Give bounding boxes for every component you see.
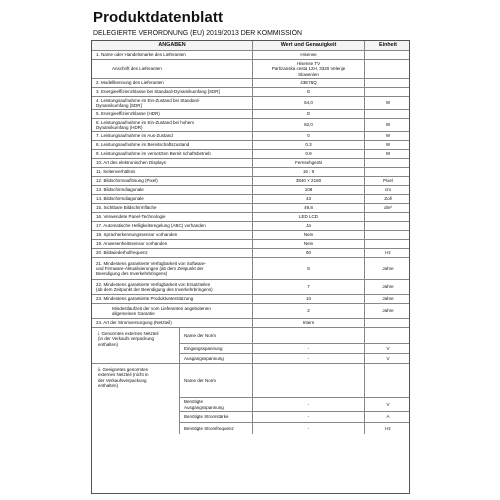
table-row <box>92 304 409 319</box>
table-row <box>92 195 409 204</box>
row-label: 18. Spracherkennungssensor vorhanden <box>92 231 253 239</box>
table-row <box>92 258 409 280</box>
row-value: G <box>253 110 365 118</box>
row-unit <box>365 213 411 221</box>
table-row <box>92 240 409 249</box>
row-unit <box>365 159 411 167</box>
psu-sub-unit <box>365 328 411 343</box>
row-label: 21. Mindestens garantierte Verfügbarkeit von Software- und Firmware-Aktualisierungen (ab dem Zeitpunkt der Beendigung des Inverkehrbringens) <box>92 258 253 279</box>
psu-sub-value: - <box>253 423 365 434</box>
table-row <box>92 150 409 159</box>
row-unit: W <box>385 133 391 139</box>
table-row <box>92 213 409 222</box>
row-unit: Hz <box>385 250 391 256</box>
psu-sub-label: Eingangsspannung <box>180 344 253 353</box>
row-value: LED LCD <box>253 213 365 221</box>
row-unit: cm <box>385 187 391 193</box>
row-label: 3. Energieeffizienzklasse bei Standard-Dynamikumfang [SDR] <box>92 88 253 96</box>
row-value: 0 <box>253 132 365 140</box>
row-unit: W <box>385 151 391 157</box>
row-unit: dm² <box>384 205 392 211</box>
table-row <box>92 280 409 295</box>
sheet-title: Produktdatenblatt <box>93 9 224 26</box>
row-label: 11. Seitenverhältnis <box>92 168 253 176</box>
psu-sub-unit: Hz <box>385 425 391 431</box>
row-unit <box>365 222 411 230</box>
row-value: 108 <box>253 186 365 194</box>
row-unit <box>365 240 411 248</box>
table-row <box>92 168 409 177</box>
row-label: 4. Leistungsaufnahme im Ein-Zustand bei Standard- Dynamikumfang [SDR] <box>92 97 253 109</box>
table-row <box>92 295 409 304</box>
psu-sub-unit: V <box>386 345 390 351</box>
header-einheit: Einheit <box>379 41 397 48</box>
row-value: Intern <box>253 319 365 327</box>
row-value: 0.9 <box>253 150 365 158</box>
psu-sub-label: Name der Norm <box>180 364 253 397</box>
psu-sub-unit <box>365 364 411 397</box>
table-row <box>92 319 409 328</box>
row-label: 20. Bildwiederholfrequenz <box>92 249 253 257</box>
row-value: 8 <box>253 258 365 279</box>
row-value: Nein <box>253 240 365 248</box>
table-row <box>92 51 409 60</box>
row-label: 15. Sichtbare Bildschirmfläche <box>92 204 253 212</box>
row-unit <box>365 60 411 78</box>
row-value: 49,8 <box>253 204 365 212</box>
psu-item-label: ii. Geeignetes genormtes externes Netzteil (nicht in der Verkaufsverpackung enthalten) <box>92 364 180 434</box>
psu-sub-label: Benötigte Ausgangsspannung <box>180 398 253 411</box>
row-label: Anschrift des Lieferanten <box>92 60 253 78</box>
data-table <box>91 40 410 494</box>
psu-sub-value: - <box>253 398 365 411</box>
psu-sub-row <box>180 398 409 412</box>
row-value: Hisense <box>253 51 365 59</box>
psu-sub-row <box>180 328 409 344</box>
table-row <box>92 159 409 168</box>
row-unit <box>365 110 411 118</box>
row-value: 0.3 <box>253 141 365 149</box>
row-value: G <box>253 88 365 96</box>
row-unit <box>365 319 411 327</box>
row-unit: Jahre <box>382 308 394 314</box>
row-label: Mindestlaufzeit der vom Lieferanten angebotenen allgemeinen Garantie <box>92 304 253 318</box>
sheet-subtitle: DELEGIERTE VERORDNUNG (EU) 2019/2013 DER KOMMISSION <box>93 30 302 37</box>
table-row <box>92 141 409 150</box>
psu-sub-unit: V <box>386 356 390 362</box>
row-unit: Jahre <box>382 296 394 302</box>
row-value: 2 <box>253 304 365 318</box>
row-label: 12. Bildschirmauflösung (Pixel) <box>92 177 253 185</box>
table-row <box>92 222 409 231</box>
row-label: 7. Leistungsaufnahme im Aus-Zustand <box>92 132 253 140</box>
row-label: 22. Mindestens garantierte Verfügbarkeit von Ersatzteilen (ab dem Zeitpunkt der Beendigung des Inverkehrbringens) <box>92 280 253 294</box>
row-value: 43E76Q <box>253 79 365 87</box>
row-unit: W <box>385 142 391 148</box>
row-value: Hisense TV Partizanska cesta 12H, 3320 Velenje Slowenien <box>253 60 365 78</box>
table-row <box>92 177 409 186</box>
row-value: 82,0 <box>253 119 365 131</box>
psu-sub-label: Name der Norm <box>180 328 253 343</box>
row-value: 54,0 <box>253 97 365 109</box>
table-row <box>92 79 409 88</box>
row-label: 1. Name oder Handelsmarke des Lieferanten <box>92 51 253 59</box>
row-label: 24. Art der Stromversorgung (Netzteil) <box>92 319 253 327</box>
psu-block <box>92 364 409 434</box>
header-angaben: ANGABEN <box>92 41 253 50</box>
row-label: 6. Leistungsaufnahme im Ein-Zustand bei hohem Dynamikumfang (HDR) <box>92 119 253 131</box>
row-unit: Pixel <box>383 178 393 184</box>
row-value: Nein <box>253 231 365 239</box>
psu-block <box>92 328 409 364</box>
table-row <box>92 204 409 213</box>
row-label: 5. Energieeffizienzklasse (HDR) <box>92 110 253 118</box>
row-value: 7 <box>253 280 365 294</box>
row-value: 60 <box>253 249 365 257</box>
row-unit: Zoll <box>384 196 392 202</box>
psu-sub-value <box>253 328 365 343</box>
product-data-sheet <box>87 0 413 500</box>
table-row <box>92 60 409 79</box>
psu-sub-label: Benötigte Stromfrequenz <box>180 423 253 434</box>
table-row <box>92 231 409 240</box>
psu-sub-row <box>180 412 409 423</box>
psu-sub-value: - <box>253 344 365 353</box>
row-value: 43 <box>253 195 365 203</box>
psu-sub-label: Ausgangsspannung <box>180 354 253 364</box>
row-unit: W <box>385 100 391 106</box>
psu-sub-unit: V <box>386 401 390 407</box>
row-unit: Jahre <box>382 284 394 290</box>
row-label: 10. Art des elektronischen Displays <box>92 159 253 167</box>
psu-sub-row <box>180 423 409 434</box>
table-header-row <box>92 41 409 51</box>
psu-sub-row <box>180 354 409 364</box>
header-wert: Wert und Genauigkeit <box>253 41 365 50</box>
row-label: 19. Anwesenheitssensor vorhanden <box>92 240 253 248</box>
row-label: 13. Bildschirmdiagonale <box>92 186 253 194</box>
row-unit: W <box>385 122 391 128</box>
row-unit <box>365 79 411 87</box>
psu-sub-row <box>180 364 409 398</box>
table-row <box>92 88 409 97</box>
psu-sub-value: - <box>253 412 365 422</box>
row-value: 10 <box>253 295 365 303</box>
table-row <box>92 110 409 119</box>
row-label: 9. Leistungsaufnahme im vernetzten Bereit schaftsbetrieb <box>92 150 253 158</box>
psu-item-label: i. Genormtes externes Netzteil (in der Verkaufs verpackung enthalten) <box>92 328 180 363</box>
psu-sub-value: - <box>253 354 365 364</box>
table-row <box>92 249 409 258</box>
table-row <box>92 132 409 141</box>
row-value: 16 : 9 <box>253 168 365 176</box>
row-unit <box>365 51 411 59</box>
table-row <box>92 186 409 195</box>
table-row <box>92 97 409 110</box>
row-label: 17. Automatische Helligkeitsregelung (ABC) vorhanden <box>92 222 253 230</box>
row-label: 23. Mindestens garantierte Produktunterstützung <box>92 295 253 303</box>
row-label: 8. Leistungsaufnahme im Bereitschaftszustand <box>92 141 253 149</box>
row-label: 14. Bildschirmdiagonale <box>92 195 253 203</box>
row-label: 16. Verwendete Panel-Technologie <box>92 213 253 221</box>
table-row <box>92 119 409 132</box>
psu-sub-row <box>180 344 409 354</box>
psu-sub-unit: A <box>386 414 390 420</box>
row-unit <box>365 168 411 176</box>
row-unit <box>365 88 411 96</box>
psu-sub-label: Benötigte Stromstärke <box>180 412 253 422</box>
row-value: Ja <box>253 222 365 230</box>
row-value: Fernsehgerät <box>253 159 365 167</box>
row-label: 2. Modellkennung des Lieferanten <box>92 79 253 87</box>
row-unit <box>365 231 411 239</box>
row-unit: Jahre <box>382 265 394 271</box>
psu-sub-value <box>253 364 365 397</box>
row-value: 3840 × 2160 <box>253 177 365 185</box>
